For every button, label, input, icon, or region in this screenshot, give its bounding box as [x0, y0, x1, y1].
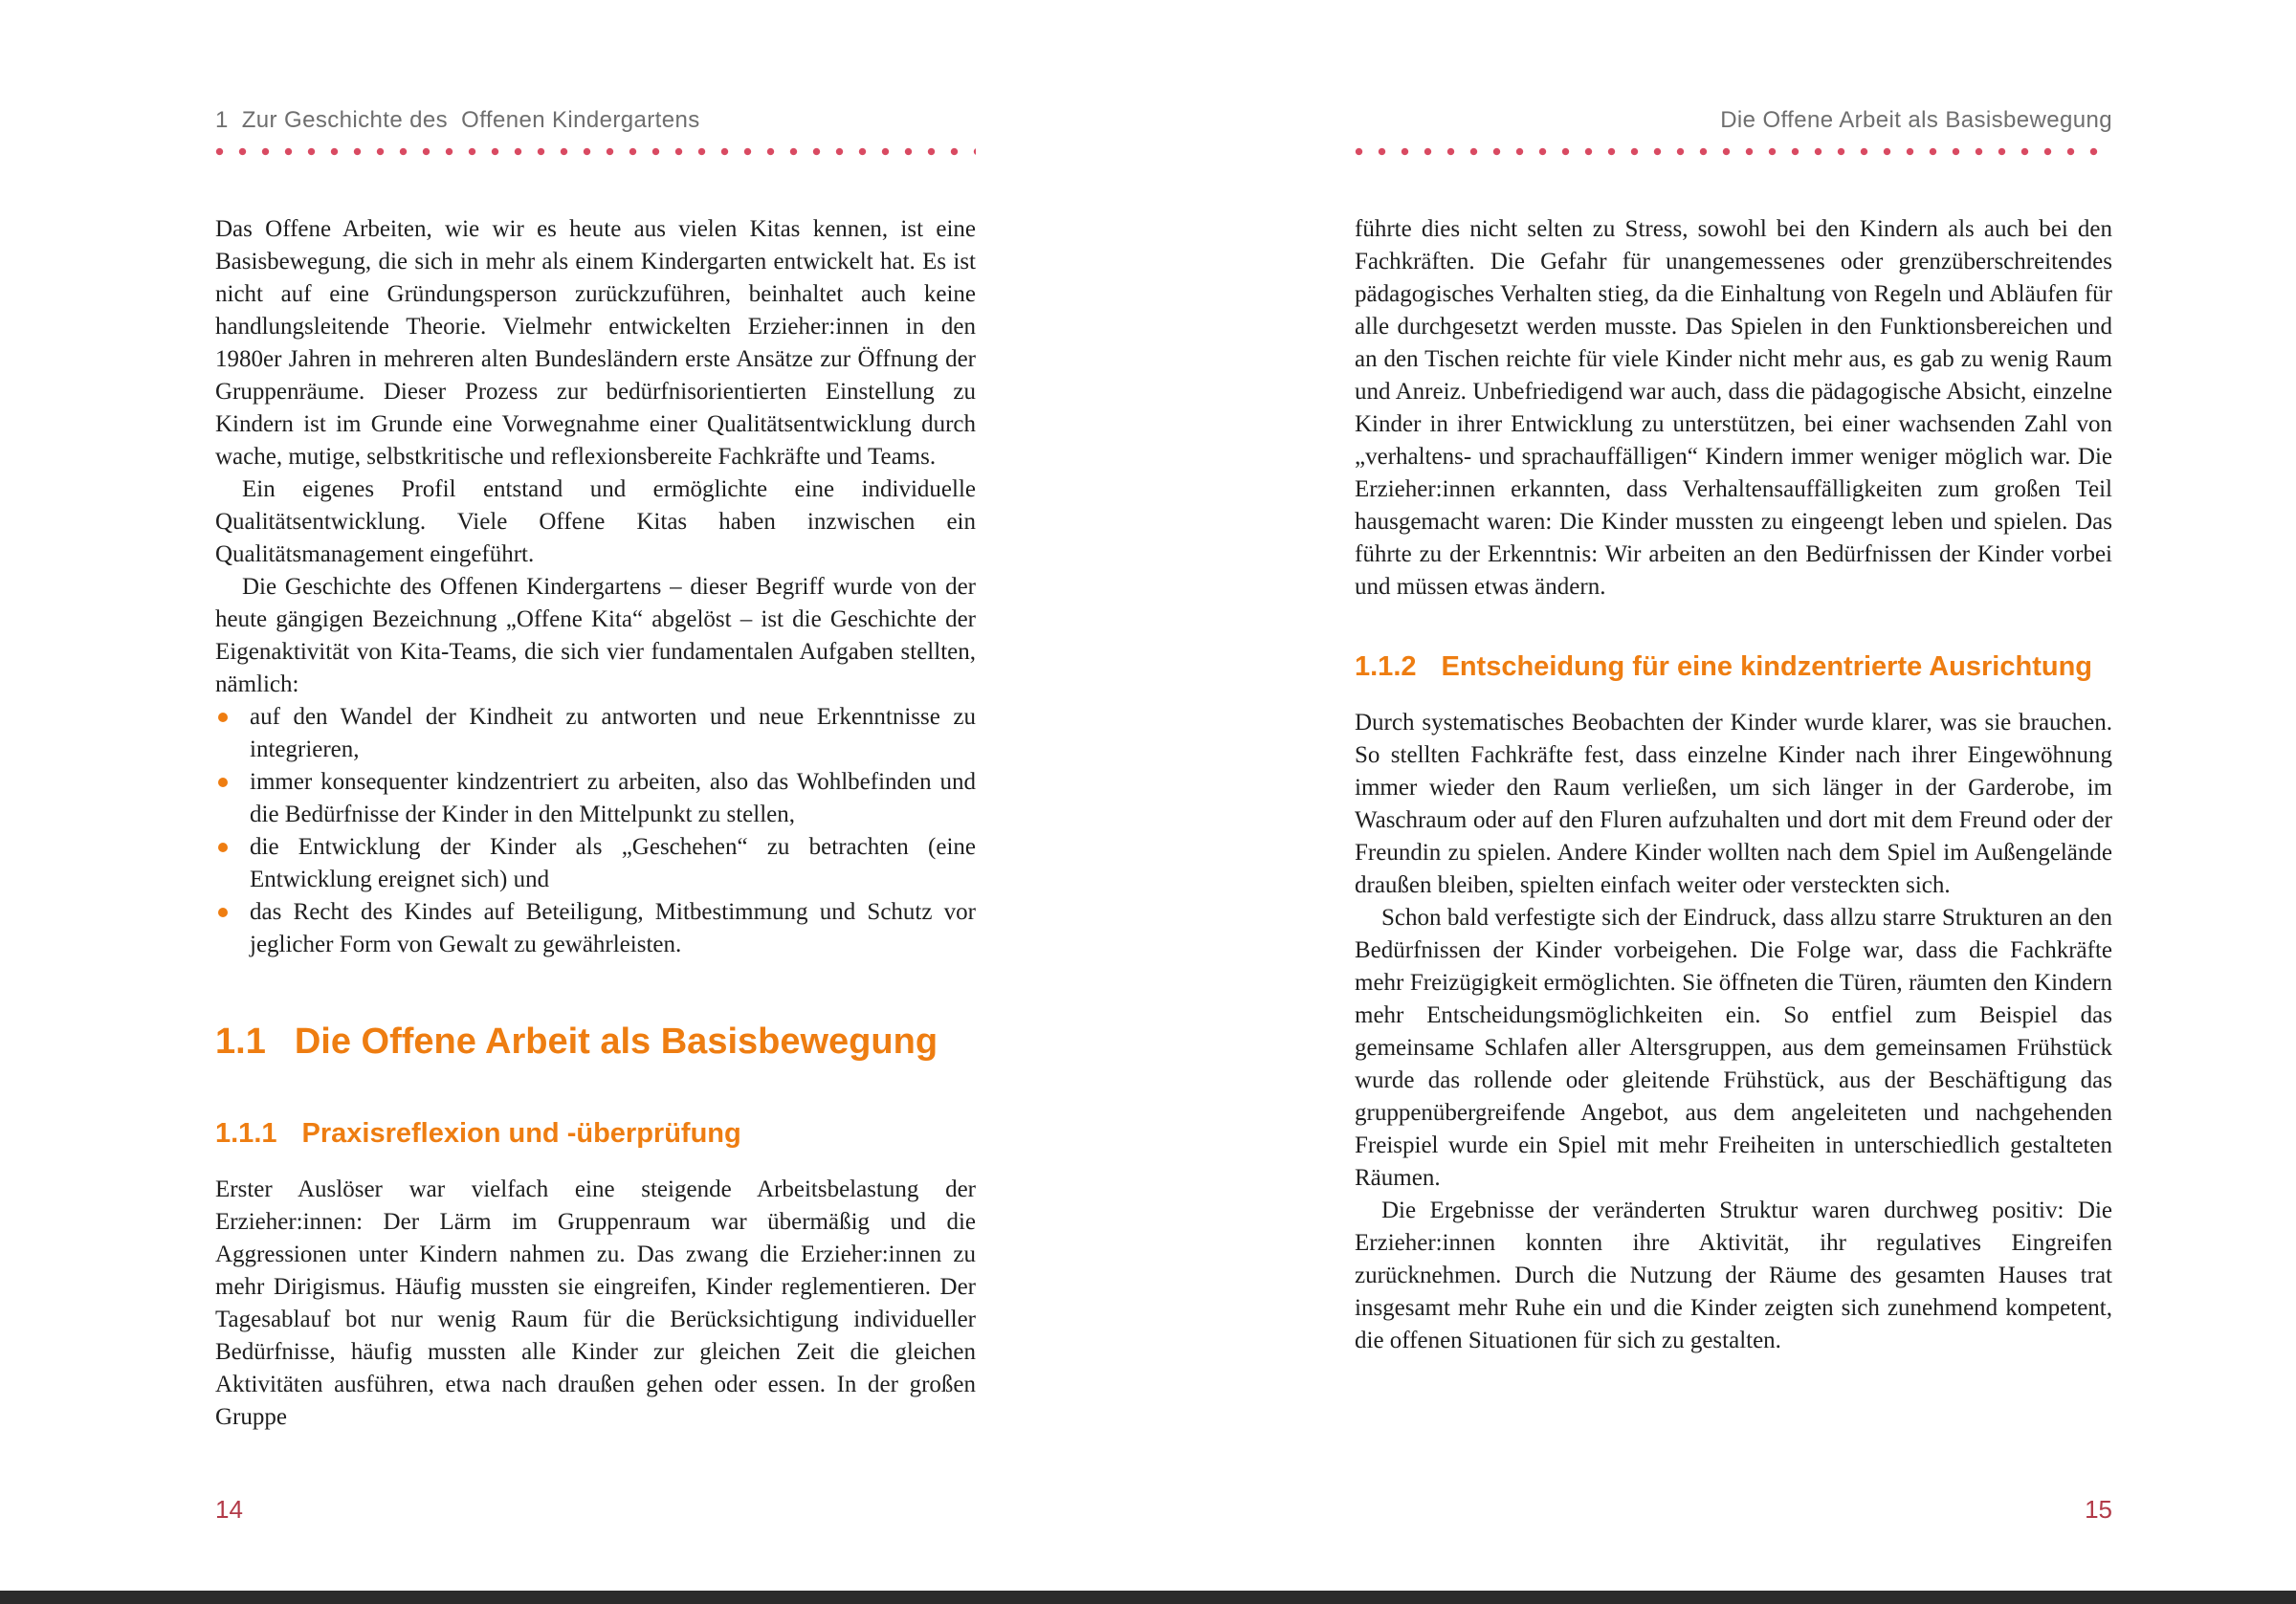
section-title: Die Offene Arbeit als Basisbewegung	[294, 1022, 938, 1062]
paragraph: Erster Auslöser war vielfach eine steigende Arbeitsbelastung der Erzieher:innen: Der Lärm im Gruppenraum war übermäßig und die Aggressionen unter Kindern nahmen zu. Das zwang die Erzieher:innen zu mehr Dirigismus. Häufig mussten sie eingreifen, Kinder reglementieren. Der Tagesablauf bot nur wenig Raum für die Berücksichtigung individueller Bedürfnisse, häufig mussten alle Kinder zur gleichen Zeit die gleichen Aktivitäten ausführen, etwa nach draußen gehen oder essen. In der großen Gruppe	[215, 1176, 976, 1430]
subsection-title: Entscheidung für eine kindzentrierte Ausrichtung	[1441, 651, 2092, 682]
paragraph: Ein eigenes Profil entstand und ermöglichte eine individuelle Qualitätsentwicklung. Viele Offene Kitas haben inzwischen ein Qualitätsmanagement eingeführt.	[215, 476, 976, 567]
paragraph: Das Offene Arbeiten, wie wir es heute aus vielen Kitas kennen, ist eine Basisbewegung, die sich in mehr als einem Kindergarten entwickelt hat. Es ist nicht auf eine Gründungsperson zurückzuführen, beinhaltet auch keine handlungsleitende Theorie. Vielmehr entwickelten Erzieher:innen in den 1980er Jahren in mehreren alten Bundesländern erste Ansätze zur Öffnung der Gruppenräume. Dieser Prozess zur bedürfnisorientierten Einstellung zu Kindern ist im Grunde eine Vorwegnahme einer Qualitätsentwicklung durch wache, mutige, selbstkritische und reflexionsbereite Fachkräfte und Teams.	[215, 216, 976, 470]
bullet-text: auf den Wandel der Kindheit zu antworten und neue Erkenntnisse zu integrieren,	[250, 704, 976, 762]
subsection-heading	[215, 1116, 976, 1151]
subsection-heading	[1355, 649, 2112, 684]
section-number: 1.1	[215, 1022, 266, 1062]
subsection-number: 1.1.1	[215, 1118, 277, 1149]
bullet-dot-icon	[218, 843, 228, 852]
subsection-number: 1.1.2	[1355, 651, 1417, 682]
bullet-text: das Recht des Kindes auf Beteiligung, Mitbestimmung und Schutz vor jeglicher Form von Gewalt zu gewährleisten.	[250, 899, 976, 957]
right-page-content	[1355, 107, 2112, 1357]
bullet-item	[215, 701, 976, 766]
bullet-item	[215, 896, 976, 961]
running-head-text: Zur Geschichte des Offenen Kindergartens	[241, 107, 700, 133]
paragraph: führte dies nicht selten zu Stress, sowohl bei den Kindern als auch bei den Fachkräften. Die Gefahr für unangemessenes oder grenzüberschreitendes pädagogisches Verhalten stieg, da die Einhaltung von Regeln und Abläufen für alle durchgesetzt werden musste. Das Spielen in den Funktionsbereichen und an den Tischen reichte für viele Kinder nicht mehr aus, es gab zu wenig Raum und Anreiz. Unbefriedigend war auch, dass die pädagogische Absicht, einzelne Kinder in ihrer Entwicklung zu unterstützen, bei einer wachsenden Zahl von „verhaltens- und sprachauffälligen“ Kindern immer weniger möglich war. Die Erzieher:innen erkannten, dass Verhaltensauffälligkeiten zum großen Teil hausgemacht waren: Die Kinder mussten zu eingeengt leben und spielen. Das führte zu der Erkenntnis: Wir arbeiten an den Bedürfnissen der Kinder vorbei und müssen etwas ändern.	[1355, 216, 2112, 600]
bullet-list	[215, 701, 976, 961]
bullet-dot-icon	[218, 908, 228, 917]
right-body-text	[1355, 213, 2112, 1357]
bullet-dot-icon	[218, 778, 228, 787]
bullet-text: immer konsequenter kindzentriert zu arbeiten, also das Wohlbefinden und die Bedürfnisse der Kinder in den Mittelpunkt zu stellen,	[250, 769, 976, 827]
bullet-item	[215, 831, 976, 896]
dotted-separator	[1355, 147, 2112, 156]
page-number-left: 14	[215, 1495, 243, 1524]
subsection-title: Praxisreflexion und -überprüfung	[301, 1118, 741, 1149]
bullet-item	[215, 766, 976, 831]
running-head-chapter-number: 1	[215, 107, 229, 133]
left-page-content	[215, 107, 976, 1434]
scan-edge-bottom	[0, 1591, 2296, 1604]
dotted-separator	[215, 147, 976, 156]
section-heading	[215, 1021, 976, 1063]
running-head-right: Die Offene Arbeit als Basisbewegung	[1720, 107, 2112, 133]
left-body-text	[215, 213, 976, 1434]
bullet-text: die Entwicklung der Kinder als „Geschehen“ zu betrachten (eine Entwicklung ereignet sich) und	[250, 834, 976, 892]
paragraph: Durch systematisches Beobachten der Kinder wurde klarer, was sie brauchen. So stellten Fachkräfte fest, dass einzelne Kinder nach ihrer Eingewöhnung immer wieder den Raum verließen, um sich länger in der Garderobe, im Waschraum oder auf den Fluren aufzuhalten und dort mit dem Freund oder der Freundin zu spielen. Andere Kinder wollten nach dem Spiel im Außengelände draußen bleiben, spielten einfach weiter oder versteckten sich.	[1355, 710, 2112, 898]
page-number-right: 15	[2085, 1495, 2112, 1524]
paragraph: Die Geschichte des Offenen Kindergartens – dieser Begriff wurde von der heute gängigen Bezeichnung „Offene Kita“ abgelöst – ist die Geschichte der Eigenaktivität von Kita-Teams, die sich vier fundamentalen Aufgaben stellten, nämlich:	[215, 574, 976, 697]
paragraph: Die Ergebnisse der veränderten Struktur waren durchweg positiv: Die Erzieher:innen konnten ihre Aktivität, ihr regulatives Eingreifen zurücknehmen. Durch die Nutzung der Räume des gesamten Hauses trat insgesamt mehr Ruhe ein und die Kinder zeigten sich zunehmend kompetent, die offenen Situationen für sich zu gestalten.	[1355, 1198, 2112, 1353]
right-page	[1148, 0, 2296, 1604]
paragraph: Schon bald verfestigte sich der Eindruck, dass allzu starre Strukturen an den Bedürfnissen der Kinder vorbeigehen. Die Folge war, dass die Fachkräfte mehr Freizügigkeit ermöglichten. Sie öffneten die Türen, räumten den Kindern mehr Entscheidungsmöglichkeiten ein. So entfiel zum Beispiel das gemeinsame Schlafen aller Altersgruppen, aus dem gemeinsamen Frühstück wurde das rollende oder gleitende Frühstück, aus der Beschäftigung das gruppenübergreifende Angebot, aus dem angeleiteten und nachgehenden Freispiel wurde ein Spiel mit mehr Freiheiten in unterschiedlich gestalteten Räumen.	[1355, 905, 2112, 1191]
running-head-left	[215, 107, 976, 134]
bullet-dot-icon	[218, 713, 228, 722]
